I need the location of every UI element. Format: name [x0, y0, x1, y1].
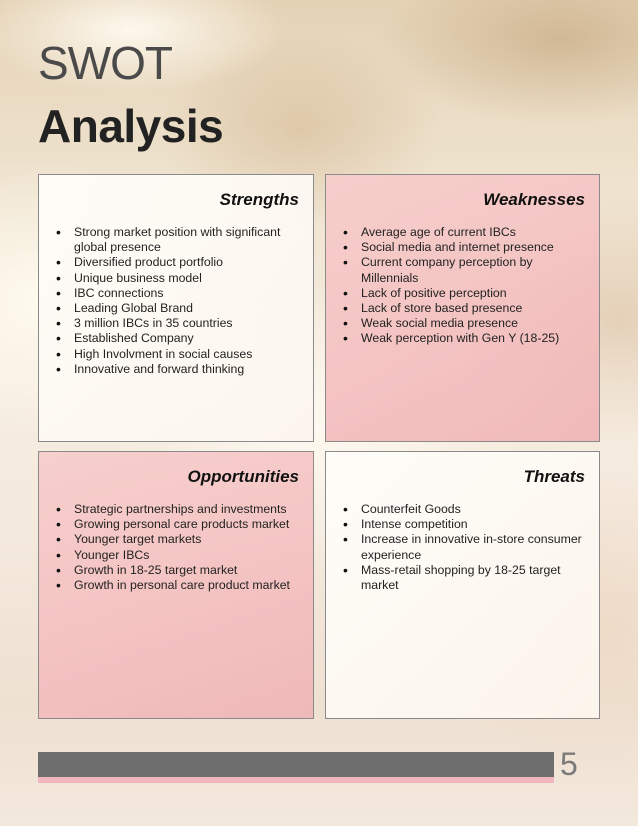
strengths-heading: Strengths — [219, 190, 299, 209]
list-item: • Strong market position with significant global presence — [53, 225, 305, 255]
footer-pink-band — [38, 777, 554, 783]
list-item: • Lack of store based presence — [340, 301, 591, 316]
weaknesses-list — [340, 225, 591, 347]
strengths-panel — [38, 174, 314, 442]
list-item: • Growth in personal care product market — [53, 578, 305, 593]
list-item: • Innovative and forward thinking — [53, 362, 305, 377]
list-item: • Diversified product portfolio — [53, 255, 305, 270]
weaknesses-panel — [325, 174, 600, 442]
opportunities-list — [53, 502, 305, 593]
list-item: • Growth in 18-25 target market — [53, 563, 305, 578]
list-item: • Weak social media presence — [340, 316, 591, 331]
list-item: • Established Company — [53, 331, 305, 346]
list-item: • Younger IBCs — [53, 548, 305, 563]
footer-bar — [38, 752, 554, 782]
list-item: • Younger target markets — [53, 532, 305, 547]
list-item: • Leading Global Brand — [53, 301, 305, 316]
list-item: • Unique business model — [53, 271, 305, 286]
list-item: • Average age of current IBCs — [340, 225, 591, 240]
list-item: • Increase in innovative in-store consumer experience — [340, 532, 591, 562]
threats-list — [340, 502, 591, 593]
list-item: • Current company perception by Millennials — [340, 255, 591, 285]
list-item: • IBC connections — [53, 286, 305, 301]
weaknesses-heading: Weaknesses — [483, 190, 585, 209]
threats-heading: Threats — [523, 467, 585, 486]
list-item: • Growing personal care products market — [53, 517, 305, 532]
footer-grey-band — [38, 752, 554, 777]
list-item: • High Involvment in social causes — [53, 347, 305, 362]
list-item: • Intense competition — [340, 517, 591, 532]
list-item: • Counterfeit Goods — [340, 502, 591, 517]
opportunities-heading: Opportunities — [187, 467, 299, 486]
list-item: • Lack of positive perception — [340, 286, 591, 301]
title-swot: SWOT — [38, 37, 172, 89]
list-item: • Social media and internet presence — [340, 240, 591, 255]
list-item: • Weak perception with Gen Y (18-25) — [340, 331, 591, 346]
page-number: 5 — [560, 746, 578, 782]
list-item: • Mass-retail shopping by 18-25 target market — [340, 563, 591, 593]
list-item: • Strategic partnerships and investments — [53, 502, 305, 517]
title-analysis: Analysis — [38, 100, 224, 152]
list-item: • 3 million IBCs in 35 countries — [53, 316, 305, 331]
threats-panel — [325, 451, 600, 719]
opportunities-panel — [38, 451, 314, 719]
strengths-list — [53, 225, 305, 377]
